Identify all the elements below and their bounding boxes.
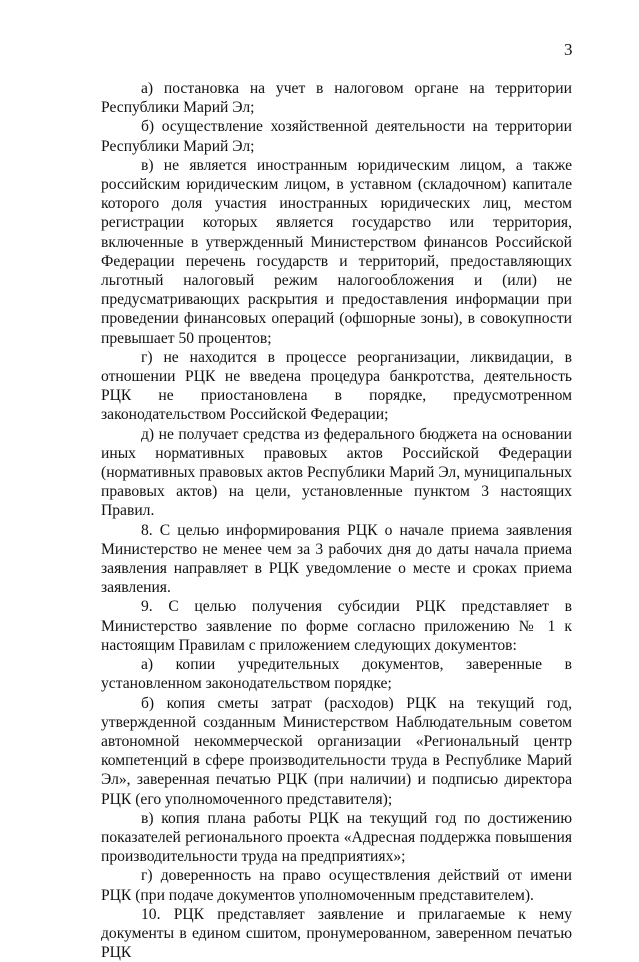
document-body (101, 79, 572, 962)
paragraph-item-9-v: в) копия плана работы РЦК на текущий год по достижению показателей регионального проекта «Адресная поддержка повышения производительности труда на предприятиях»; (101, 809, 572, 866)
paragraph-item-9-b: б) копия сметы затрат (расходов) РЦК на текущий год, утвержденной созданным Министерством Наблюдательным советом автономной некоммерческой организации «Региональный центр компетенций в сфере производительности труда в Республике Марий Эл», заверенная печатью РЦК (при наличии) и подписью директора РЦК (его уполномоченного представителя); (101, 694, 572, 808)
paragraph-subitem-d: д) не получает средства из федерального бюджета на основании иных нормативных правовых актов Российской Федерации (нормативных правовых актов Республики Марий Эл, муниципальных правовых актов) на цели, установленные пунктом 3 настоящих Правил. (101, 425, 572, 520)
paragraph-subitem-b: б) осуществление хозяйственной деятельности на территории Республики Марий Эл; (101, 118, 572, 155)
paragraph-subitem-v: в) не является иностранным юридическим лицом, а также российским юридическим лицом, в уставном (складочном) капитале которого доля участия иностранных юридических лиц, местом регистрации которых является государство или территория, включенные в утвержденный Министерством финансов Российской Федерации перечень государств и территорий, предоставляющих льготный налоговый режим налогообложения и (или) не предусматривающих раскрытия и предоставления информации при проведении финансовых операций (офшорные зоны), в совокупности превышает 50 процентов; (101, 156, 572, 347)
paragraph-item-8: 8. С целью информирования РЦК о начале приема заявления Министерство не менее чем за 3 рабочих дня до даты начала приема заявления направляет в РЦК уведомление о месте и сроках приема заявления. (101, 521, 572, 597)
paragraph-item-9: 9. С целью получения субсидии РЦК представляет в Министерство заявление по форме согласно приложению № 1 к настоящим Правилам с приложением следующих документов: (101, 598, 572, 654)
paragraph-subitem-a: а) постановка на учет в налоговом органе на территории Республики Марий Эл; (101, 80, 572, 117)
page-number: 3 (564, 40, 573, 59)
paragraph-item-9-a: а) копии учредительных документов, заверенные в установленном законодательством порядке; (101, 656, 572, 693)
paragraph-subitem-g: г) не находится в процессе реорганизации, ликвидации, в отношении РЦК не введена процедура банкротства, деятельность РЦК не приостановлена в порядке, предусмотренном законодательством Российской Федерации; (101, 348, 572, 424)
paragraph-item-9-g: г) доверенность на право осуществления действий от имени РЦК (при подаче документов уполномоченным представителем). (101, 867, 572, 904)
paragraph-item-10: 10. РЦК представляет заявление и прилагаемые к нему документы в едином сшитом, пронумерованном, заверенном печатью РЦК (101, 905, 572, 962)
